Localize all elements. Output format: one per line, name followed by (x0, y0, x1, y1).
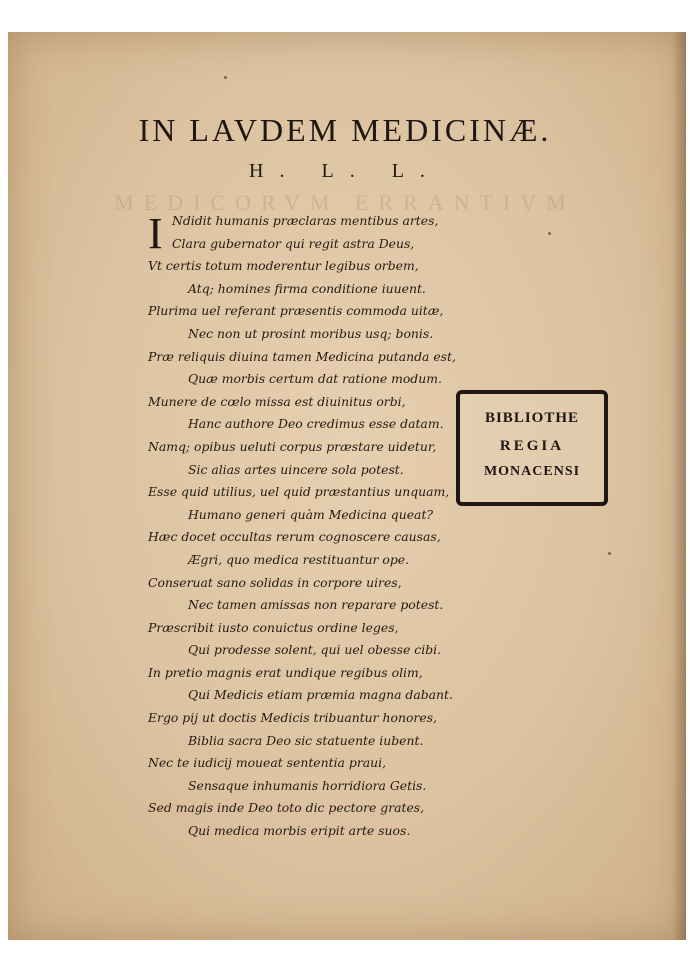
stamp-line-3: MONACENSI (483, 464, 581, 479)
poem-line: Nec non ut prosint moribus usq; bonis. (188, 325, 434, 341)
page-subtitle: H. L. L. (249, 160, 441, 182)
poem-line: Præscribit iusto conuictus ordine leges, (148, 619, 399, 635)
drop-capital: I (148, 209, 163, 258)
poem-line: Nec tamen amissas non reparare potest. (188, 597, 444, 613)
poem-line: Biblia sacra Deo sic statuente iubent. (188, 732, 424, 748)
ink-speck (224, 76, 227, 79)
poem-line: Sic alias artes uincere sola potest. (188, 461, 404, 477)
poem-line: Ergo pij ut doctis Medicis tribuantur honores, (148, 710, 437, 726)
poem-line: Humano generi quàm Medicina queat? (188, 506, 434, 522)
ink-speck (608, 552, 611, 555)
poem-line: Esse quid utilius, uel quid præstantius unquam, (148, 484, 450, 500)
poem-line: Atq; homines firma conditione iuuent. (188, 280, 426, 296)
stamp-line-2: REGIA (499, 438, 565, 454)
ink-speck (548, 232, 551, 235)
poem-line: Clara gubernator qui regit astra Deus, (172, 235, 415, 251)
poem-line: Præ reliquis diuina tamen Medicina putanda est, (148, 348, 456, 364)
stamp-line-1: BIBLIOTHE (484, 410, 580, 426)
page-title: IN LAVDEM MEDICINÆ. (138, 112, 552, 148)
library-stamp (456, 390, 608, 506)
poem-line: Ndidit humanis præclaras mentibus artes, (172, 213, 439, 228)
poem-line: Namq; opibus ueluti corpus præstare uidetur, (148, 438, 437, 454)
poem-line: Quæ morbis certum dat ratione modum. (188, 371, 442, 387)
poem-line: Munere de cœlo missa est diuinitus orbi, (148, 393, 406, 409)
poem-line: Hanc authore Deo credimus esse datam. (188, 416, 444, 432)
poem-line: Vt certis totum moderentur legibus orbem, (148, 258, 419, 274)
poem-line: In pretio magnis erat undique regibus olim, (148, 664, 423, 680)
poem-line: Qui prodesse solent, qui uel obesse cibi. (188, 642, 442, 658)
poem-body (148, 210, 458, 843)
poem-line: Hæc docet occultas rerum cognoscere causas, (148, 529, 441, 545)
poem-line: Conseruat sano solidas in corpore uires, (148, 574, 402, 590)
poem-line: Qui Medicis etiam præmia magna dabant. (188, 687, 453, 703)
poem-line: Plurima uel referant præsentis commoda uitæ, (148, 303, 444, 319)
poem-line: Qui medica morbis eripit arte suos. (188, 823, 411, 839)
poem-line: Sed magis inde Deo toto dic pectore grates, (148, 800, 425, 816)
poem-line: Ægri, quo medica restituantur ope. (188, 551, 410, 567)
poem-line: Sensaque inhumanis horridiora Getis. (188, 777, 427, 793)
poem-line: Nec te iudicij moueat sententia praui, (148, 755, 387, 771)
bleed-through-text: MEDICORVM ERRANTIVM (114, 190, 576, 215)
